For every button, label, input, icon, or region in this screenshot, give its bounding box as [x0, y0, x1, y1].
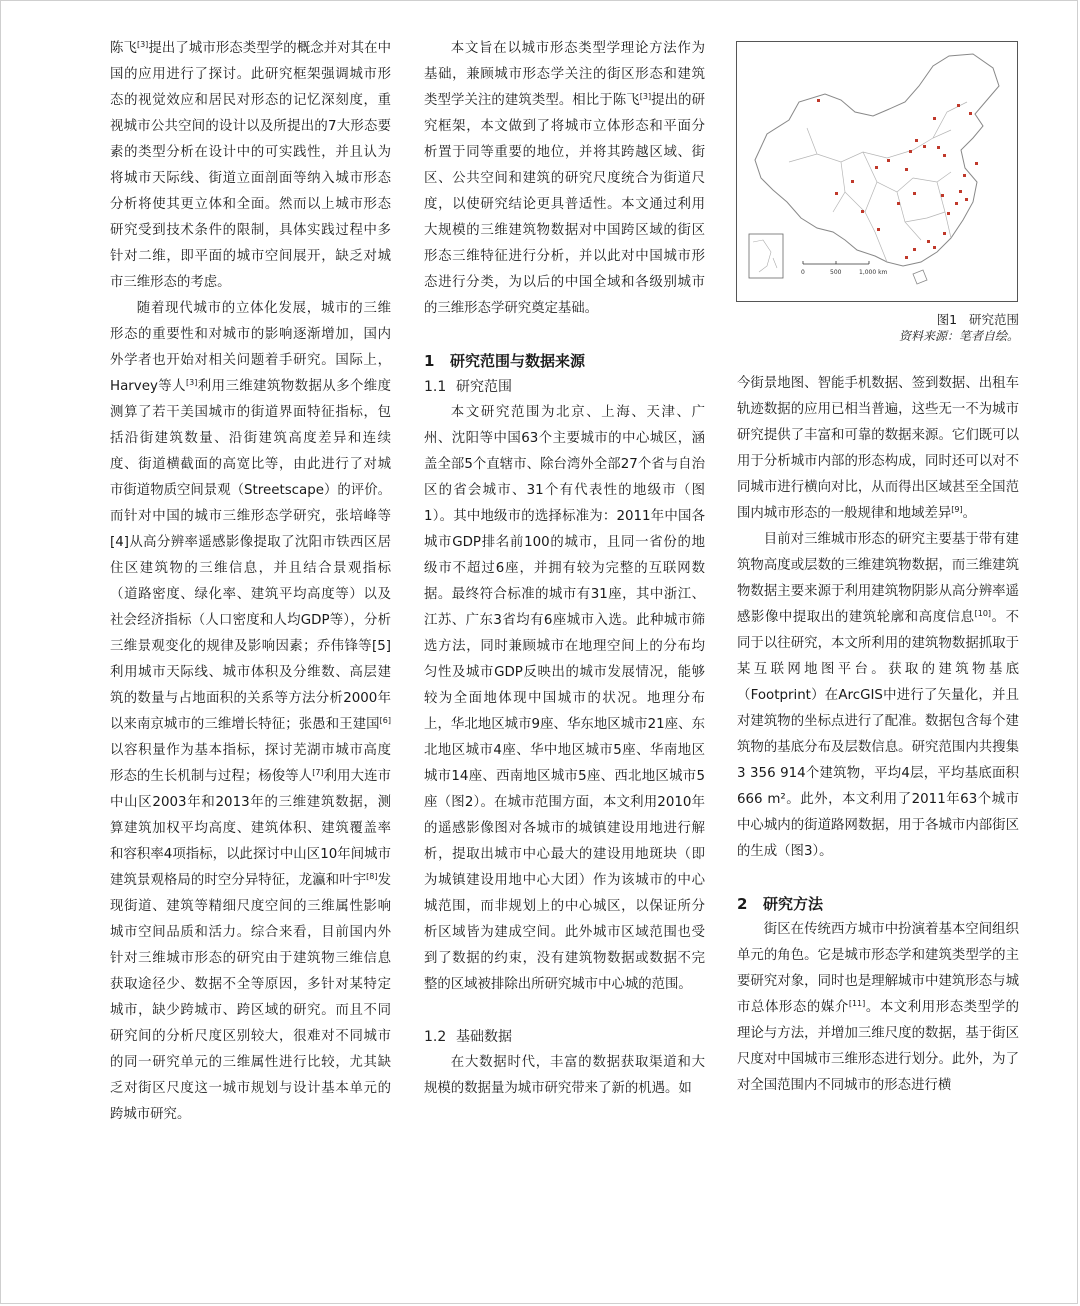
paragraph: 随着现代城市的立体化发展，城市的三维形态的重要性和对城市的影响逐渐增加，国内外学者也开始对相关问题着手研究。国际上，Harvey等人[3]利用三维建筑物数据从多个维度测算了若干美国城市的街道界面特征指标，包括沿街建筑数量、沿街建筑高度差异和连续度、街道横截面的高宽比等，由此进行了对城市街道物质空间景观（Streetscape）的评价。而针对中国的城市三维形态学研究，张培峰等[4]从高分辨率遥感影像提取了沈阳市铁西区居住区建筑物的三维信息，并且结合景观指标（道路密度、绿化率、建筑平均高度等）以及社会经济指标（人口密度和人均GDP等），分析三维景观变化的规律及影响因素；乔伟锋等[5]利用城市天际线、城市体积及分维数、高层建筑的数量与占地面积的关系等方法分析2000年以来南京城市的三维增长特征；张愚和王建国[6]以容积量作为基本指标，探讨芜湖市城市高度形态的生长机制与过程；杨俊等人[7]利用大连市中山区2003年和2013年的三维建筑数据，测算建筑加权平均高度、建筑体积、建筑覆盖率和容积率4项指标，以此探讨中山区10年间城市建筑景观格局的时空分异特征，龙瀛和叶宇[8]发现街道、建筑等精细尺度空间的三维属性影响城市空间品质和活力。综合来看，目前国内外针对三维城市形态的研究由于建筑物三维信息获取途径少、数据不全等原因，多针对某特定城市，缺少跨城市、跨区域的研究。而且不同研究间的分析尺度区别较大，很难对不同城市的同一研究单元的三维属性进行比较，尤其缺乏对街区尺度这一城市规划与设计基本单元的跨城市研究。 — [110, 301, 392, 1122]
citation-ref: [3] — [639, 92, 652, 101]
figure-map-china — [736, 41, 1018, 302]
citation-ref: [6] — [379, 716, 391, 725]
paragraph: 目前对三维城市形态的研究主要基于带有建筑物高度或层数的三维建筑物数据，而三维建筑物数据主要来源于利用建筑物阴影从高分辨率遥感影像中提取出的建筑轮廓和高度信息[10]。不同于以往研究，本文所利用的建筑物数据抓取于某互联网地图平台。获取的建筑物基底（Footprint）在ArcGIS中进行了矢量化，并且对建筑物的坐标点进行了配准。数据包含每个建筑物的基底分布及层数信息。研究范围内共搜集3 356 914个建筑物，平均4层，平均基底面积666 m²。此外，本文利用了2011年63个城市中心城内的街道路网数据，用于各城市内部街区的生成（图3）。 — [737, 532, 1020, 859]
subsection-heading: 1.1 研究范围 — [424, 379, 512, 395]
subsection-heading: 1.2 基础数据 — [424, 1029, 512, 1045]
china-map-illustration — [737, 42, 1017, 301]
citation-ref: [11] — [848, 999, 866, 1008]
scale-label-1000: 1,000 km — [859, 269, 888, 276]
paragraph: 本文旨在以城市形态类型学理论方法作为基础，兼顾城市形态学关注的街区形态和建筑类型学关注的建筑类型。相比于陈飞[3]提出的研究框架，本文做到了将城市立体形态和平面分析置于同等重要的地位，并将其跨越区域、街区、公共空间和建筑的研究尺度统合为街道尺度，以使研究结论更具普适性。本文通过利用大规模的三维建筑物数据对中国跨区域的街区形态三维特征进行分析，并以此对中国城市形态进行分类，为以后的中国全域和各级别城市的三维形态学研究奠定基础。 — [424, 41, 706, 316]
citation-ref: [8] — [366, 872, 378, 881]
figure-source: 资料来源：笔者自绘。 — [898, 329, 1019, 343]
citation-ref: [3] — [136, 40, 149, 49]
citation-ref: [7] — [312, 768, 324, 777]
section-heading: 1 研究范围与数据来源 — [424, 352, 586, 370]
paragraph: 本文研究范围为北京、上海、天津、广州、沈阳等中国63个主要城市的中心城区，涵盖全部5个直辖市、除台湾外全部27个省与自治区的省会城市、31个有代表性的地级市（图1）。其中地级市的选择标准为：2011年中国各城市GDP排名前100的城市，且同一省份的地级市不超过6座，并拥有较为完整的互联网数据。最终符合标准的城市有31座，其中浙江、江苏、广东3省均有6座城市入选。此种城市筛选方法，同时兼顾城市在地理空间上的分布均匀性及城市GDP反映出的城市发展情况，能够较为全面地体现中国城市的状况。地理分布上，华北地区城市9座、华东地区城市21座、东北地区城市4座、华中地区城市5座、华南地区城市14座、西南地区城市5座、西北地区城市5座（图2）。在城市范围方面，本文利用2010年的遥感影像图对各城市的城镇建设用地进行解析，提取出城市中心最大的建设用地斑块（即为城镇建设用地中心大团）作为该城市的中心城范围，而非规划上的中心城区，以保证所分析区域皆为建成空间。此外城市区域范围也受到了数据的约束，没有建筑物数据或数据不完整的区域被排除出所研究城市中心城的范围。 — [424, 405, 705, 992]
scale-bar — [803, 261, 869, 264]
text-column-middle — [424, 36, 705, 1102]
citation-ref: [10] — [974, 609, 992, 618]
paragraph: 街区在传统西方城市中扮演着基本空间组织单元的角色。它是城市形态学和建筑类型学的主要研究对象，同时也是理解城市中建筑形态与城市总体形态的媒介[11]。本文利用形态类型学的理论与方法，并增加三维尺度的数据，基于街区尺度对中国城市三维形态进行划分。此外，为了对全国范围内不同城市的形态进行横 — [737, 922, 1020, 1093]
figure-caption: 图1 研究范围 资料来源：笔者自绘。 — [737, 311, 1019, 345]
paragraph: 在大数据时代，丰富的数据获取渠道和大规模的数据量为城市研究带来了新的机遇。如 — [424, 1055, 705, 1096]
citation-ref: [9] — [951, 505, 963, 514]
text-column-left — [110, 36, 391, 1128]
scale-label-500: 500 — [830, 269, 842, 276]
paragraph: 陈飞[3]提出了城市形态类型学的概念并对其在中国的应用进行了探讨。此研究框架强调城市形态的视觉效应和居民对形态的记忆深刻度，重视城市公共空间的设计以及所提出的7大形态要素的类型分析在设计中的可实践性，并且认为将城市天际线、街道立面剖面等纳入城市形态分析将使其更立体和全面。然而以上城市形态研究受到技术条件的限制，具体实践过程中多针对二维，即平面的城市空间展开，缺乏对城市三维形态的考虑。 — [110, 40, 392, 290]
scale-label-0: 0 — [801, 269, 805, 276]
citation-ref: [3] — [185, 378, 198, 387]
text-column-right — [737, 371, 1019, 1099]
paragraph: 今街景地图、智能手机数据、签到数据、出租车轨迹数据的应用已相当普遍，这些无一不为城市研究提供了丰富和可靠的数据来源。它们既可以用于分析城市内部的形态构成，同时还可以对不同城市进行横向对比，从而得出区域甚至全国范围内城市形态的一般规律和地域差异[9]。 — [737, 376, 1019, 521]
section-heading: 2 研究方法 — [737, 895, 824, 913]
